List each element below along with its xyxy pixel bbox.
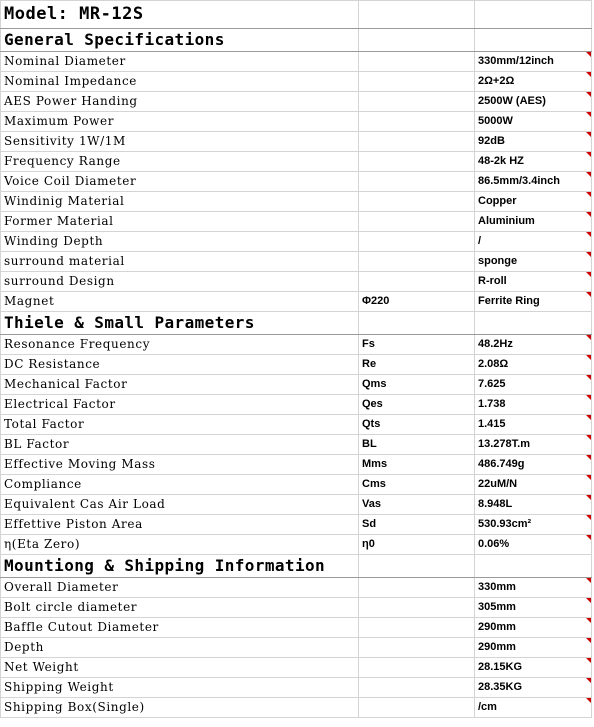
comment-marker — [586, 618, 591, 623]
spec-row — [1, 495, 592, 515]
section-blank-cell[interactable] — [475, 29, 592, 52]
spec-label[interactable]: DC Resistance — [1, 355, 359, 375]
spec-symbol[interactable] — [359, 92, 475, 112]
spec-row — [1, 112, 592, 132]
spec-row — [1, 698, 592, 718]
spec-symbol[interactable] — [359, 72, 475, 92]
spec-label[interactable]: Resonance Frequency — [1, 335, 359, 355]
spec-row — [1, 272, 592, 292]
spec-value[interactable]: 7.625 — [475, 375, 592, 395]
comment-marker — [586, 232, 591, 237]
spec-value[interactable]: 2.08Ω — [475, 355, 592, 375]
spec-symbol[interactable]: η0 — [359, 535, 475, 555]
spec-label[interactable]: Former Material — [1, 212, 359, 232]
comment-marker — [586, 495, 591, 500]
spec-row — [1, 638, 592, 658]
spec-row — [1, 335, 592, 355]
spec-row — [1, 92, 592, 112]
spec-symbol[interactable]: Re — [359, 355, 475, 375]
spec-value[interactable]: 0.06% — [475, 535, 592, 555]
spec-row — [1, 375, 592, 395]
spec-label[interactable]: AES Power Handing — [1, 92, 359, 112]
spec-symbol[interactable] — [359, 192, 475, 212]
section-blank-cell[interactable] — [359, 312, 475, 335]
spec-symbol[interactable] — [359, 132, 475, 152]
spec-label[interactable]: BL Factor — [1, 435, 359, 455]
spec-symbol[interactable] — [359, 212, 475, 232]
spec-row — [1, 132, 592, 152]
comment-marker — [586, 415, 591, 420]
spec-label[interactable]: η(Eta Zero) — [1, 535, 359, 555]
spec-value[interactable]: 2Ω+2Ω — [475, 72, 592, 92]
spec-symbol[interactable] — [359, 52, 475, 72]
comment-marker — [586, 638, 591, 643]
comment-marker — [586, 132, 591, 137]
comment-marker — [586, 355, 591, 360]
spec-label[interactable]: Overall Diameter — [1, 578, 359, 598]
spec-symbol[interactable] — [359, 172, 475, 192]
spec-value[interactable]: 1.415 — [475, 415, 592, 435]
spec-label[interactable]: Mechanical Factor — [1, 375, 359, 395]
spec-row — [1, 232, 592, 252]
comment-marker — [586, 212, 591, 217]
comment-marker — [586, 112, 591, 117]
spec-row — [1, 355, 592, 375]
spec-value[interactable]: 330mm — [475, 578, 592, 598]
spec-label[interactable]: Compliance — [1, 475, 359, 495]
spec-value[interactable]: 13.278T.m — [475, 435, 592, 455]
spec-label[interactable]: surround Design — [1, 272, 359, 292]
spec-symbol[interactable]: Cms — [359, 475, 475, 495]
spec-label[interactable]: Net Weight — [1, 658, 359, 678]
spec-label[interactable]: Total Factor — [1, 415, 359, 435]
spec-value[interactable]: 92dB — [475, 132, 592, 152]
spec-label[interactable]: Frequency Range — [1, 152, 359, 172]
comment-marker — [586, 292, 591, 297]
spec-value[interactable]: Copper — [475, 192, 592, 212]
spec-symbol[interactable] — [359, 152, 475, 172]
spec-symbol[interactable]: Qts — [359, 415, 475, 435]
spec-symbol[interactable]: BL — [359, 435, 475, 455]
spec-symbol[interactable] — [359, 698, 475, 718]
comment-marker — [586, 578, 591, 583]
comment-marker — [586, 678, 591, 683]
spec-row — [1, 475, 592, 495]
spec-row — [1, 455, 592, 475]
spec-label[interactable]: Maximum Power — [1, 112, 359, 132]
comment-marker — [586, 72, 591, 77]
spec-symbol[interactable] — [359, 658, 475, 678]
spec-symbol[interactable] — [359, 578, 475, 598]
spec-row — [1, 395, 592, 415]
comment-marker — [586, 335, 591, 340]
comment-marker — [586, 152, 591, 157]
spec-symbol[interactable] — [359, 272, 475, 292]
spec-value[interactable]: 530.93cm² — [475, 515, 592, 535]
spec-value[interactable]: 290mm — [475, 618, 592, 638]
spec-value[interactable]: 486.749g — [475, 455, 592, 475]
spec-symbol[interactable] — [359, 232, 475, 252]
spec-value[interactable]: Aluminium — [475, 212, 592, 232]
comment-marker — [586, 272, 591, 277]
spec-label[interactable]: Sensitivity 1W/1M — [1, 132, 359, 152]
spec-symbol[interactable]: Vas — [359, 495, 475, 515]
section-heading[interactable]: Thiele & Small Parameters — [1, 312, 359, 335]
spec-row — [1, 192, 592, 212]
spec-symbol[interactable]: Mms — [359, 455, 475, 475]
model-title[interactable]: Model: MR-12S — [1, 1, 359, 29]
spec-value[interactable]: 28.15KG — [475, 658, 592, 678]
spec-symbol[interactable] — [359, 252, 475, 272]
spec-symbol[interactable] — [359, 678, 475, 698]
spec-value[interactable]: 305mm — [475, 598, 592, 618]
spec-value[interactable]: 48-2k HZ — [475, 152, 592, 172]
spec-row — [1, 435, 592, 455]
spec-row — [1, 598, 592, 618]
spec-value[interactable]: R-roll — [475, 272, 592, 292]
spec-value[interactable]: 2500W (AES) — [475, 92, 592, 112]
spec-value[interactable]: 290mm — [475, 638, 592, 658]
spec-value[interactable]: 22uM/N — [475, 475, 592, 495]
spec-sheet-body — [1, 1, 592, 718]
spec-row — [1, 535, 592, 555]
spec-symbol[interactable]: Sd — [359, 515, 475, 535]
spec-value[interactable]: 48.2Hz — [475, 335, 592, 355]
spec-symbol[interactable] — [359, 598, 475, 618]
spec-value[interactable]: Ferrite Ring — [475, 292, 592, 312]
section-header-row — [1, 555, 592, 578]
comment-marker — [586, 92, 591, 97]
spec-symbol[interactable] — [359, 618, 475, 638]
spec-row — [1, 52, 592, 72]
section-header-row — [1, 29, 592, 52]
spec-row — [1, 578, 592, 598]
spec-value[interactable]: /cm — [475, 698, 592, 718]
spec-label[interactable]: Baffle Cutout Diameter — [1, 618, 359, 638]
spec-row — [1, 172, 592, 192]
comment-marker — [586, 172, 591, 177]
title-row — [1, 1, 592, 29]
spec-label[interactable]: surround material — [1, 252, 359, 272]
spec-value[interactable]: 28.35KG — [475, 678, 592, 698]
spec-row — [1, 678, 592, 698]
title-blank-cell[interactable] — [359, 1, 475, 29]
comment-marker — [586, 475, 591, 480]
comment-marker — [586, 395, 591, 400]
section-blank-cell[interactable] — [475, 555, 592, 578]
spec-label[interactable]: Shipping Box(Single) — [1, 698, 359, 718]
spec-row — [1, 515, 592, 535]
comment-marker — [586, 515, 591, 520]
section-heading[interactable]: General Specifications — [1, 29, 359, 52]
spec-label[interactable]: Bolt circle diameter — [1, 598, 359, 618]
comment-marker — [586, 455, 591, 460]
spec-label[interactable]: Magnet — [1, 292, 359, 312]
comment-marker — [586, 192, 591, 197]
spec-value[interactable]: 5000W — [475, 112, 592, 132]
spec-symbol[interactable]: Φ220 — [359, 292, 475, 312]
spec-symbol[interactable]: Qms — [359, 375, 475, 395]
comment-marker — [586, 698, 591, 703]
comment-marker — [586, 52, 591, 57]
spec-row — [1, 658, 592, 678]
spec-symbol[interactable]: Qes — [359, 395, 475, 415]
spec-label[interactable]: Winding Depth — [1, 232, 359, 252]
spec-symbol[interactable] — [359, 638, 475, 658]
spec-value[interactable]: sponge — [475, 252, 592, 272]
spec-row — [1, 292, 592, 312]
spec-row — [1, 212, 592, 232]
spec-row — [1, 415, 592, 435]
spec-row — [1, 72, 592, 92]
spec-symbol[interactable] — [359, 112, 475, 132]
comment-marker — [586, 535, 591, 540]
spec-label[interactable]: Electrical Factor — [1, 395, 359, 415]
spec-label[interactable]: Depth — [1, 638, 359, 658]
spec-value[interactable]: 1.738 — [475, 395, 592, 415]
section-header-row — [1, 312, 592, 335]
spec-label[interactable]: Voice Coil Diameter — [1, 172, 359, 192]
section-blank-cell[interactable] — [359, 555, 475, 578]
spec-row — [1, 152, 592, 172]
spec-label[interactable]: Effettive Piston Area — [1, 515, 359, 535]
spec-value[interactable]: 86.5mm/3.4inch — [475, 172, 592, 192]
title-blank-cell[interactable] — [475, 1, 592, 29]
section-heading[interactable]: Mountiong & Shipping Information — [1, 555, 359, 578]
spec-value[interactable]: 8.948L — [475, 495, 592, 515]
spec-label[interactable]: Nominal Diameter — [1, 52, 359, 72]
comment-marker — [586, 375, 591, 380]
spec-value[interactable]: 330mm/12inch — [475, 52, 592, 72]
comment-marker — [586, 252, 591, 257]
spec-value[interactable]: / — [475, 232, 592, 252]
comment-marker — [586, 435, 591, 440]
comment-marker — [586, 658, 591, 663]
spec-label[interactable]: Shipping Weight — [1, 678, 359, 698]
spec-label[interactable]: Equivalent Cas Air Load — [1, 495, 359, 515]
spec-row — [1, 618, 592, 638]
spec-symbol[interactable]: Fs — [359, 335, 475, 355]
section-blank-cell[interactable] — [359, 29, 475, 52]
spec-label[interactable]: Effective Moving Mass — [1, 455, 359, 475]
spec-label[interactable]: Nominal Impedance — [1, 72, 359, 92]
spec-row — [1, 252, 592, 272]
section-blank-cell[interactable] — [475, 312, 592, 335]
spec-label[interactable]: Windinig Material — [1, 192, 359, 212]
comment-marker — [586, 598, 591, 603]
